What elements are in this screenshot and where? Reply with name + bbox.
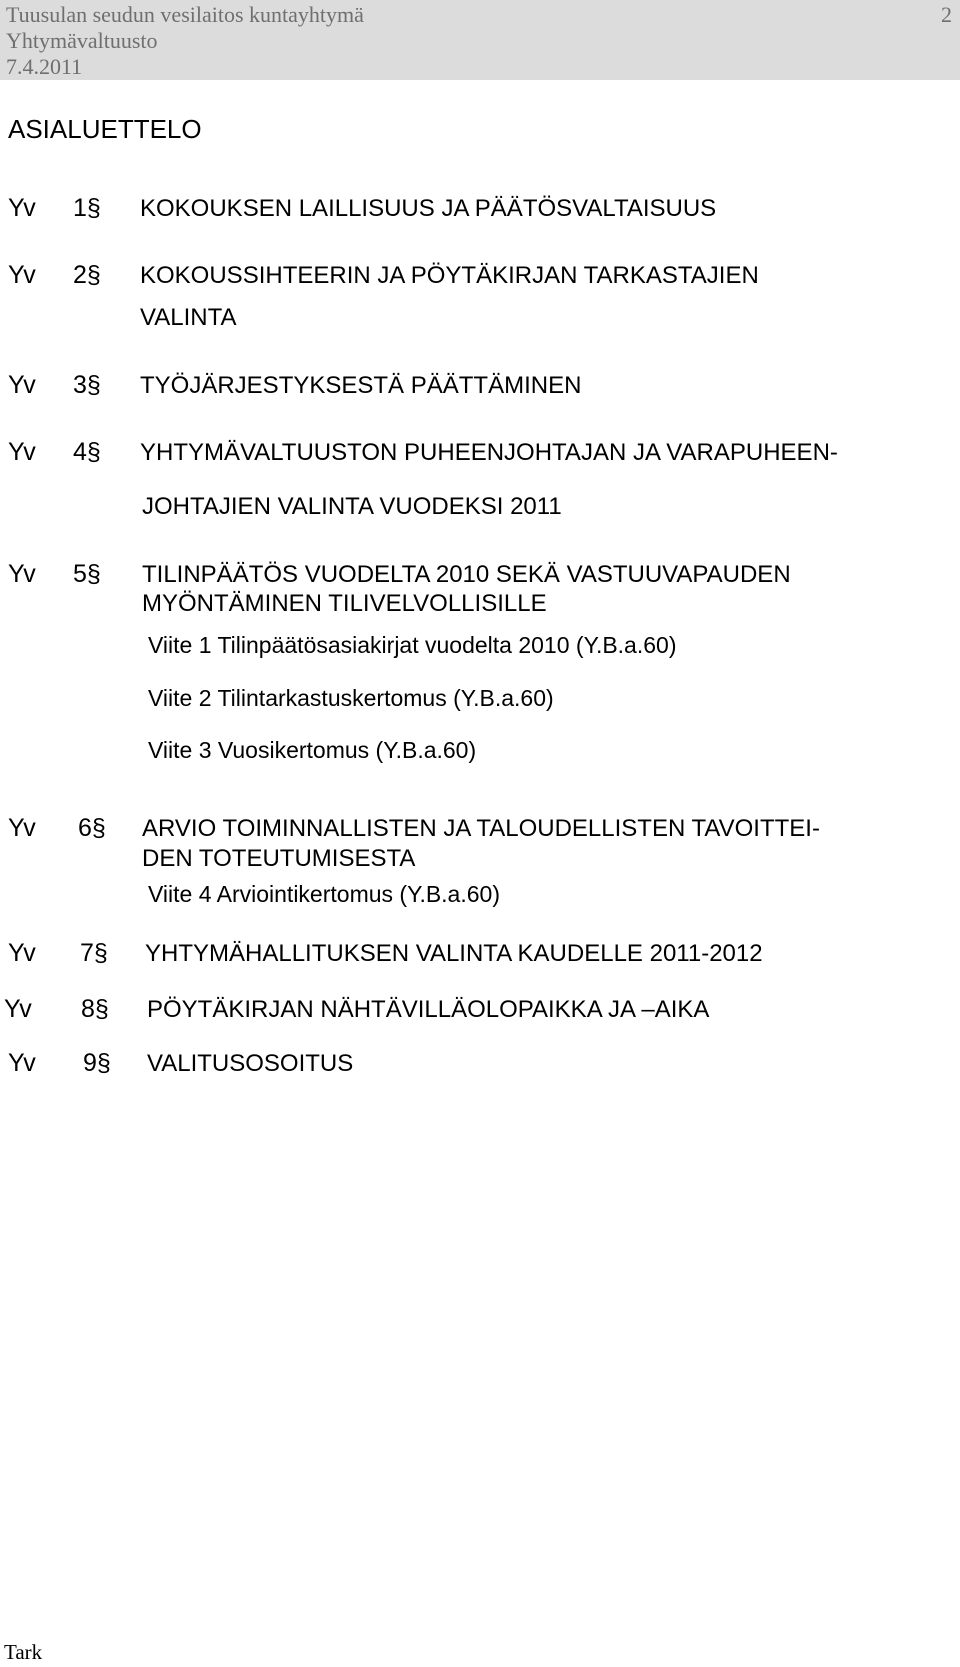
item-title-line: KOKOUSSIHTEERIN JA PÖYTÄKIRJAN TARKASTAJIEN — [140, 262, 759, 289]
page-title: ASIALUETTELO — [8, 114, 202, 144]
item-title-line: PÖYTÄKIRJAN NÄHTÄVILLÄOLOPAIKKA JA –AIKA — [147, 996, 710, 1023]
section-number: 8§ — [81, 995, 109, 1023]
item-title-line: YHTYMÄHALLITUKSEN VALINTA KAUDELLE 2011-2012 — [145, 940, 763, 967]
meeting-date: 7.4.2011 — [6, 54, 83, 79]
section-number: 9§ — [83, 1049, 111, 1077]
item-title-line: TILINPÄÄTÖS VUODELTA 2010 SEKÄ VASTUUVAPAUDEN — [142, 561, 791, 588]
item-title-line: JOHTAJIEN VALINTA VUODEKSI 2011 — [142, 493, 562, 520]
item-prefix: Yv — [8, 371, 36, 399]
item-prefix: Yv — [8, 194, 36, 222]
page-number: 2 — [941, 2, 952, 27]
item-prefix: Yv — [8, 560, 36, 588]
attachment-reference: Viite 2 Tilintarkastuskertomus (Y.B.a.60) — [148, 685, 554, 711]
section-number: 2§ — [73, 261, 101, 289]
section-number: 6§ — [78, 814, 106, 842]
footer-label: Tark — [4, 1640, 43, 1664]
body-name: Yhtymävaltuusto — [6, 28, 158, 53]
section-number: 3§ — [73, 371, 101, 399]
item-title-line: TYÖJÄRJESTYKSESTÄ PÄÄTTÄMINEN — [140, 372, 582, 399]
attachment-reference: Viite 3 Vuosikertomus (Y.B.a.60) — [148, 737, 477, 763]
item-title-line: VALINTA — [140, 304, 237, 331]
section-number: 4§ — [73, 438, 101, 466]
item-title-line: DEN TOTEUTUMISESTA — [142, 845, 416, 872]
section-number: 5§ — [73, 560, 101, 588]
organization-name: Tuusulan seudun vesilaitos kuntayhtymä — [6, 2, 364, 27]
item-prefix: Yv — [8, 261, 36, 289]
item-title-line: KOKOUKSEN LAILLISUUS JA PÄÄTÖSVALTAISUUS — [140, 195, 717, 222]
item-prefix: Yv — [8, 438, 36, 466]
attachment-reference: Viite 4 Arviointikertomus (Y.B.a.60) — [148, 881, 500, 907]
item-prefix: Yv — [8, 814, 36, 842]
item-title-line: MYÖNTÄMINEN TILIVELVOLLISILLE — [142, 590, 547, 617]
item-title-line: VALITUSOSOITUS — [147, 1050, 354, 1077]
item-prefix: Yv — [8, 939, 36, 967]
page-header — [0, 0, 960, 80]
attachment-reference: Viite 1 Tilinpäätösasiakirjat vuodelta 2010 (Y.B.a.60) — [148, 632, 677, 658]
item-prefix: Yv — [8, 1049, 36, 1077]
item-title-line: ARVIO TOIMINNALLISTEN JA TALOUDELLISTEN TAVOITTEI- — [142, 815, 820, 842]
section-number: 1§ — [73, 194, 101, 222]
item-prefix: Yv — [4, 995, 32, 1023]
section-number: 7§ — [80, 939, 108, 967]
item-title-line: YHTYMÄVALTUUSTON PUHEENJOHTAJAN JA VARAPUHEEN- — [140, 439, 838, 466]
